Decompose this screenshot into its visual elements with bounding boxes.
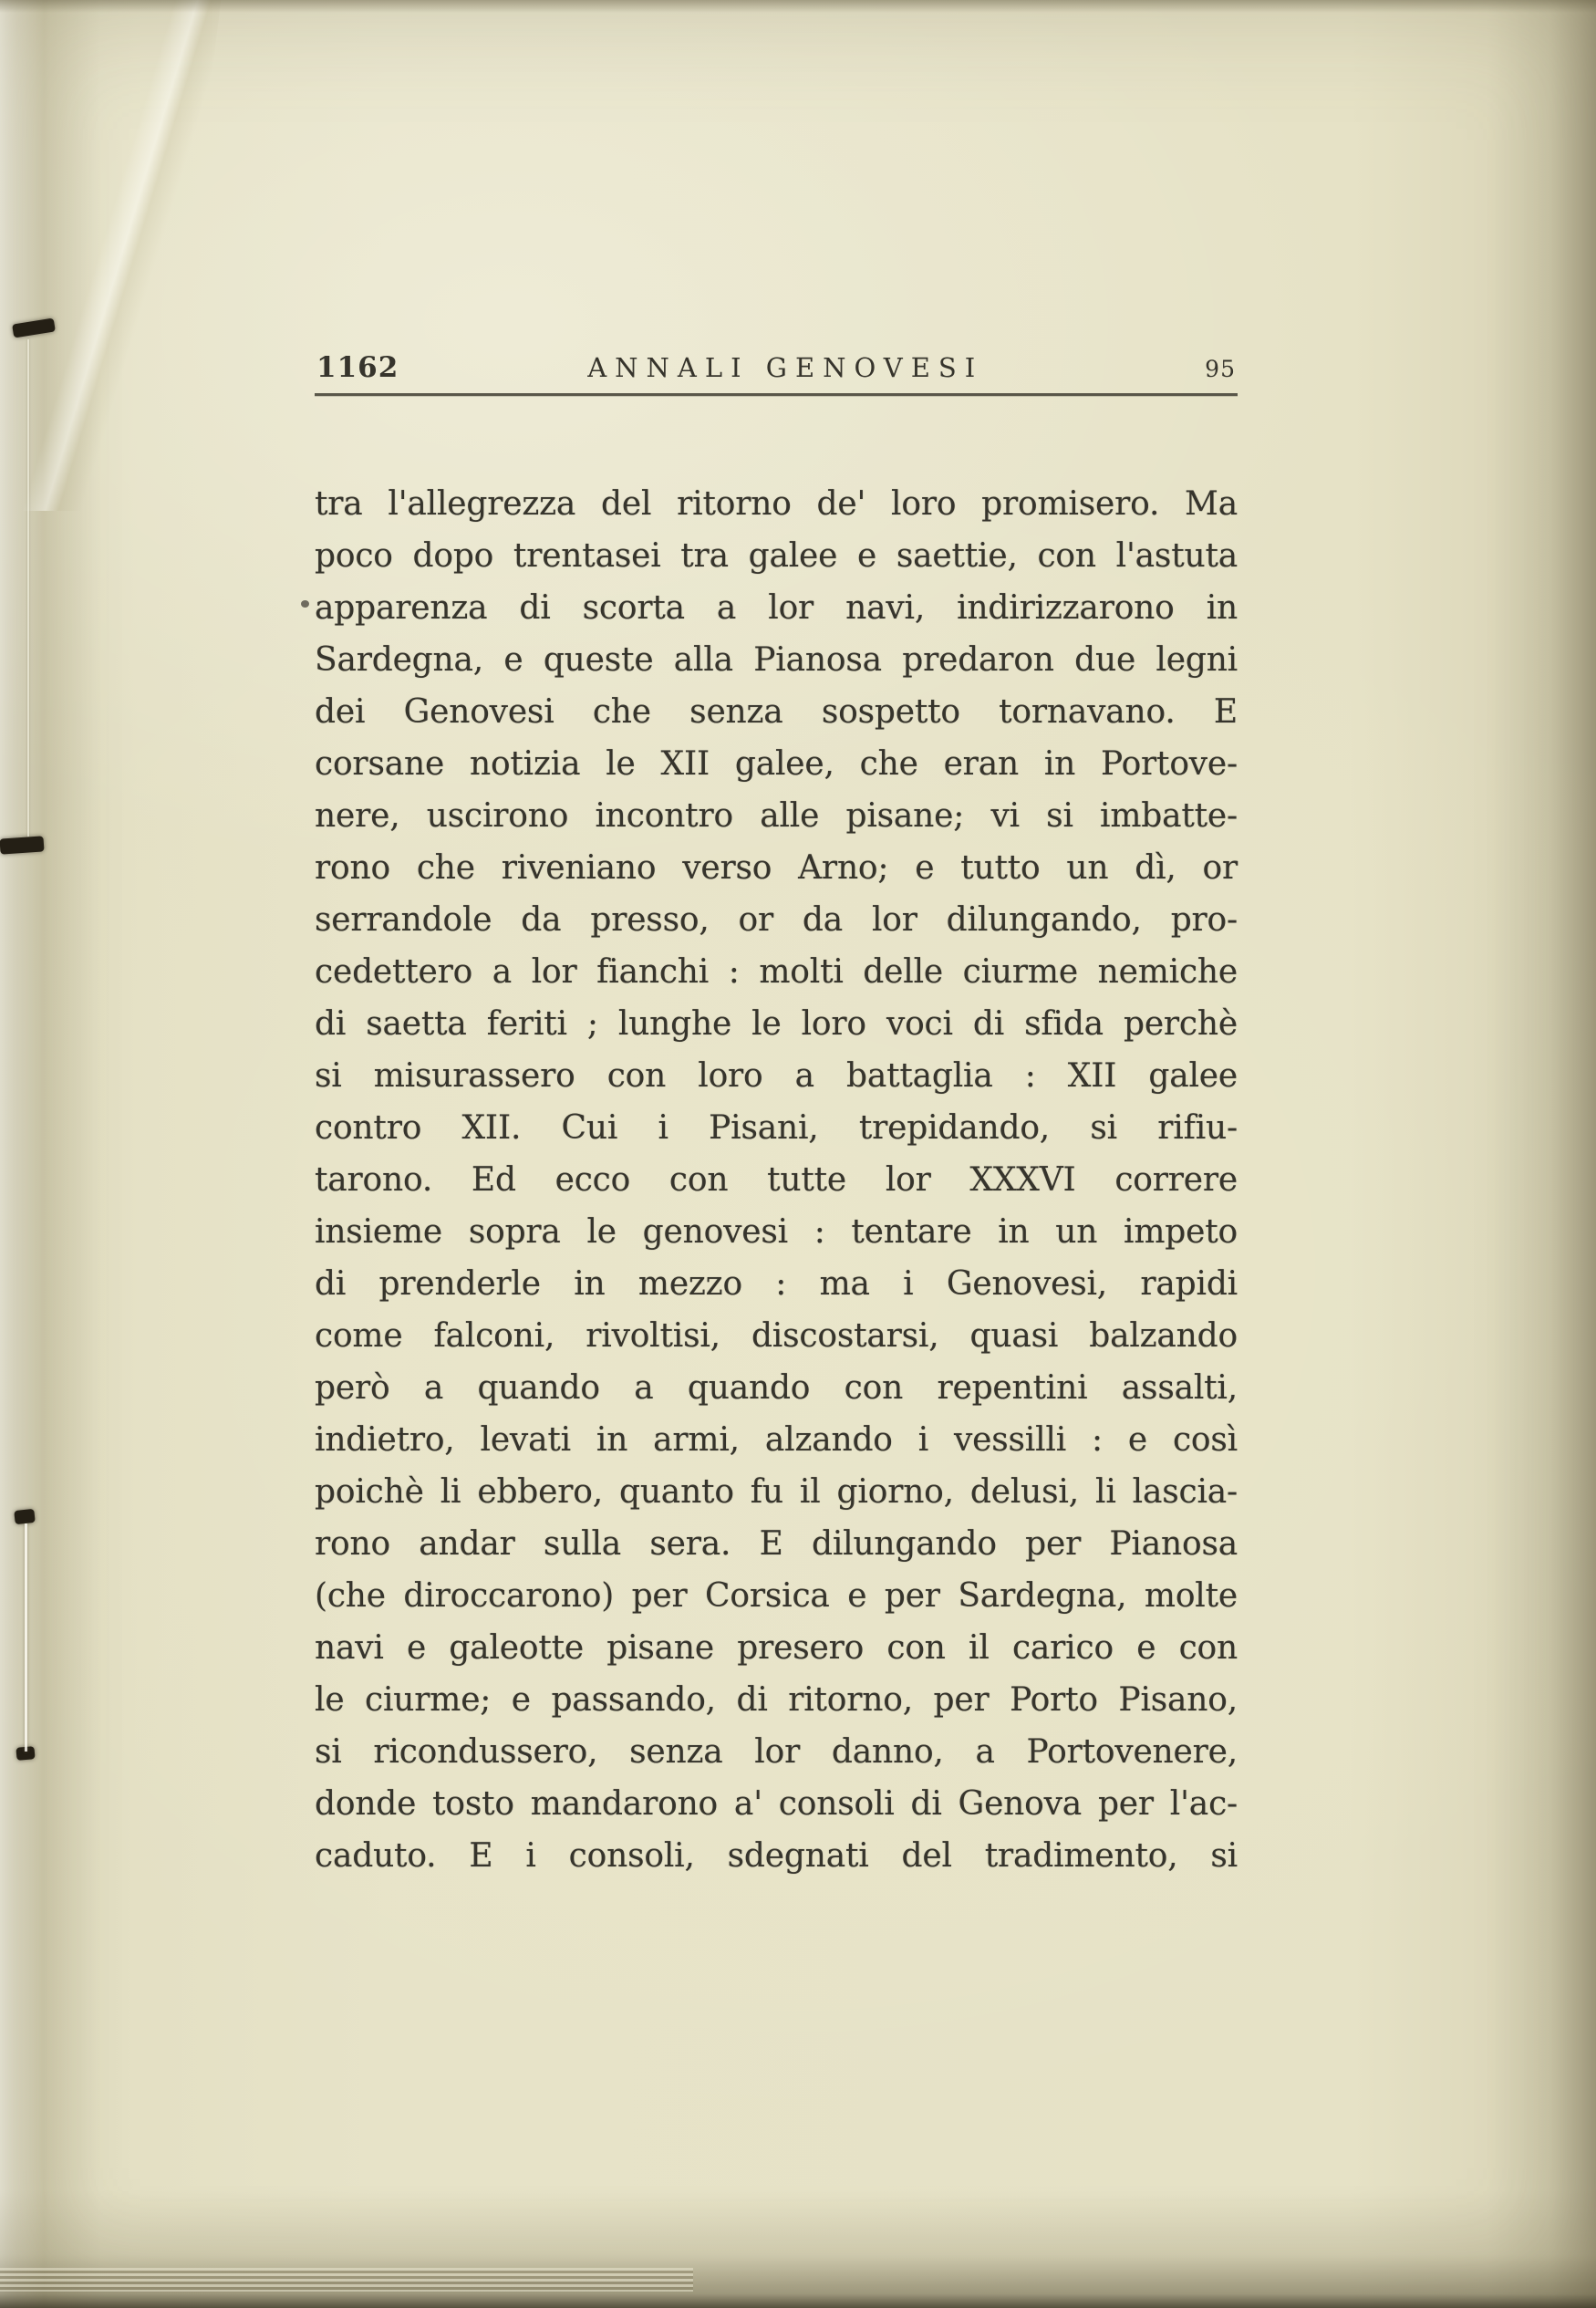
text-line: donde tosto mandarono a' consoli di Genova per l'ac- bbox=[315, 1785, 1238, 1823]
text-line: dei Genovesi che senza sospetto tornavano. E bbox=[315, 693, 1238, 731]
text-line: poco dopo trentasei tra galee e saettie, con l'astuta bbox=[315, 537, 1238, 575]
binding-stitch bbox=[14, 1509, 35, 1524]
text-line: cedettero a lor fianchi : molti delle ciurme nemiche bbox=[315, 953, 1238, 991]
text-line: (che diroccarono) per Corsica e per Sardegna, molte bbox=[315, 1577, 1238, 1615]
text-line: si misurassero con loro a battaglia : XII galee bbox=[315, 1057, 1238, 1095]
text-line: corsane notizia le XII galee, che eran in Portove- bbox=[315, 745, 1238, 783]
text-line: nere, uscirono incontro alle pisane; vi si imbatte- bbox=[315, 797, 1238, 835]
running-title: ANNALI GENOVESI bbox=[587, 352, 984, 383]
text-line: come falconi, rivoltisi, discostarsi, quasi balzando bbox=[315, 1317, 1238, 1355]
text-line: poichè li ebbero, quanto fu il giorno, delusi, li lascia- bbox=[315, 1473, 1238, 1511]
text-line: tra l'allegrezza del ritorno de' loro promisero. Ma bbox=[315, 485, 1238, 523]
ink-speck bbox=[301, 600, 309, 608]
text-line: navi e galeotte pisane presero con il carico e con bbox=[315, 1629, 1238, 1667]
binding-thread bbox=[25, 1523, 27, 1752]
text-line: serrandole da presso, or da lor dilungando, pro- bbox=[315, 901, 1238, 939]
page-edge-top bbox=[0, 0, 1596, 13]
text-line: di prenderle in mezzo : ma i Genovesi, rapidi bbox=[315, 1265, 1238, 1303]
text-line: le ciurme; e passando, di ritorno, per Porto Pisano, bbox=[315, 1681, 1238, 1719]
text-line: caduto. E i consoli, sdegnati del tradimento, si bbox=[315, 1837, 1238, 1875]
text-line: però a quando a quando con repentini assalti, bbox=[315, 1369, 1238, 1407]
page-header bbox=[315, 351, 1238, 384]
text-line: contro XII. Cui i Pisani, trepidando, si rifiu- bbox=[315, 1109, 1238, 1147]
text-line: si ricondussero, senza lor danno, a Portovenere, bbox=[315, 1733, 1238, 1771]
header-rule bbox=[315, 393, 1238, 396]
text-line: rono che riveniano verso Arno; e tutto un dì, or bbox=[315, 849, 1238, 887]
page-edge-stack bbox=[0, 2268, 693, 2292]
text-line: indietro, levati in armi, alzando i vessilli : e così bbox=[315, 1421, 1238, 1459]
text-line: Sardegna, e queste alla Pianosa predaron due legni bbox=[315, 641, 1238, 679]
binding-stitch bbox=[0, 836, 45, 854]
text-line: tarono. Ed ecco con tutte lor XXXVI correre bbox=[315, 1161, 1238, 1199]
page-number-left: 1162 bbox=[316, 351, 399, 384]
page-content bbox=[315, 351, 1238, 1882]
text-line: rono andar sulla sera. E dilungando per Pianosa bbox=[315, 1525, 1238, 1563]
page-number-right: 95 bbox=[1205, 356, 1236, 382]
binding-thread bbox=[27, 339, 29, 837]
text-line: apparenza di scorta a lor navi, indirizzarono in bbox=[315, 589, 1238, 627]
text-line: insieme sopra le genovesi : tentare in un impeto bbox=[315, 1213, 1238, 1251]
text-line: di saetta feriti ; lunghe le loro voci di sfida perchè bbox=[315, 1005, 1238, 1043]
body-text bbox=[315, 478, 1238, 1882]
